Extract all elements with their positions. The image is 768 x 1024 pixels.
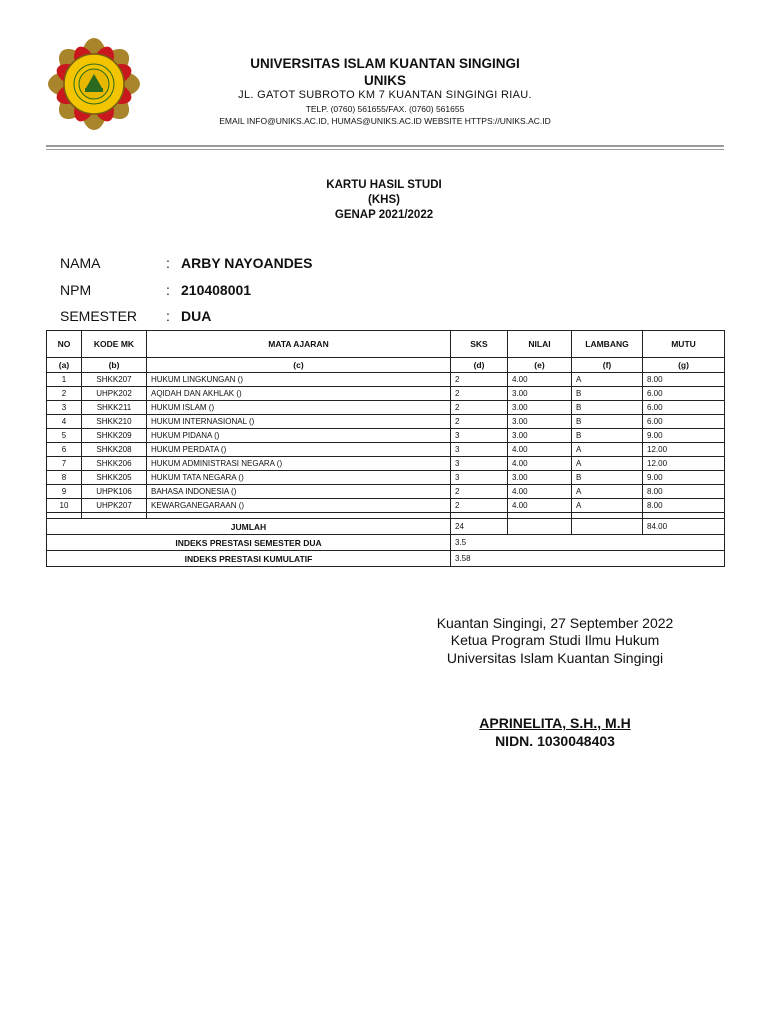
cell-mk: AQIDAH DAN AKHLAK () [147, 387, 451, 401]
header-cell: NO [47, 331, 82, 358]
signatory-nidn: NIDN. 1030048403 [495, 733, 615, 749]
cell-sks: 2 [451, 415, 508, 429]
cell-mk: HUKUM LINGKUNGAN () [147, 373, 451, 387]
cell-no: 3 [47, 401, 82, 415]
cell-sks: 2 [451, 387, 508, 401]
column-letter: (g) [643, 358, 725, 373]
cell-mutu: 8.00 [643, 499, 725, 513]
cell-no: 2 [47, 387, 82, 401]
cell-no: 5 [47, 429, 82, 443]
header-cell: LAMBANG [572, 331, 643, 358]
doc-subtitle: (KHS) [368, 194, 400, 206]
cell-mutu: 8.00 [643, 373, 725, 387]
total-mutu: 84.00 [643, 519, 725, 535]
column-letter: (e) [508, 358, 572, 373]
ips-value: 3.5 [451, 535, 725, 551]
cell-kode: UHPK202 [82, 387, 147, 401]
cell-mutu: 12.00 [643, 443, 725, 457]
grades-table [46, 330, 725, 567]
cell-mk: HUKUM PERDATA () [147, 443, 451, 457]
cell-sks: 3 [451, 471, 508, 485]
cell-mutu: 6.00 [643, 401, 725, 415]
cell-lambang: A [572, 457, 643, 471]
cell-sks: 2 [451, 499, 508, 513]
cell-kode: SHKK205 [82, 471, 147, 485]
cell-nilai: 3.00 [508, 415, 572, 429]
ipk-label: INDEKS PRESTASI KUMULATIF [47, 551, 451, 567]
table-row [47, 457, 725, 471]
header-divider [46, 145, 724, 147]
cell-no: 9 [47, 485, 82, 499]
student-semester: DUA [181, 308, 212, 324]
total-row [47, 519, 725, 535]
cell-no: 4 [47, 415, 82, 429]
ipk-value: 3.58 [451, 551, 725, 567]
student-npm: 210408001 [181, 282, 252, 298]
cell-sks: 3 [451, 457, 508, 471]
header-cell: NILAI [508, 331, 572, 358]
column-letter-row [47, 358, 725, 373]
ipk-row [47, 551, 725, 567]
cell-no: 10 [47, 499, 82, 513]
cell-mk: HUKUM TATA NEGARA () [147, 471, 451, 485]
cell-no: 7 [47, 457, 82, 471]
cell-no: 1 [47, 373, 82, 387]
cell-lambang: B [572, 415, 643, 429]
table-row [47, 387, 725, 401]
cell-nilai: 4.00 [508, 373, 572, 387]
sign-institution: Universitas Islam Kuantan Singingi [446, 650, 664, 666]
cell-lambang: A [572, 485, 643, 499]
ips-label: INDEKS PRESTASI SEMESTER DUA [47, 535, 451, 551]
colon: : [166, 308, 170, 324]
university-address: JL. GATOT SUBROTO KM 7 KUANTAN SINGINGI RIAU. [238, 89, 532, 101]
table-row [47, 471, 725, 485]
header-cell: MATA AJARAN [147, 331, 451, 358]
cell-mutu: 9.00 [643, 429, 725, 443]
cell-nilai: 3.00 [508, 387, 572, 401]
cell-kode: SHKK211 [82, 401, 147, 415]
table-row [47, 401, 725, 415]
cell-mk: HUKUM PIDANA () [147, 429, 451, 443]
column-letter: (a) [47, 358, 82, 373]
cell-mutu: 12.00 [643, 457, 725, 471]
university-abbr: UNIKS [363, 73, 406, 88]
cell-mutu: 6.00 [643, 387, 725, 401]
table-row [47, 373, 725, 387]
column-letter: (c) [147, 358, 451, 373]
column-letter: (f) [572, 358, 643, 373]
cell-nilai: 4.00 [508, 457, 572, 471]
cell-nilai: 3.00 [508, 429, 572, 443]
cell-mk: HUKUM INTERNASIONAL () [147, 415, 451, 429]
cell-lambang: A [572, 443, 643, 457]
cell-mk: KEWARGANEGARAAN () [147, 499, 451, 513]
ips-row [47, 535, 725, 551]
header-cell: SKS [451, 331, 508, 358]
cell-nilai: 4.00 [508, 485, 572, 499]
cell-nilai: 4.00 [508, 499, 572, 513]
student-name: ARBY NAYOANDES [181, 255, 313, 271]
cell-kode: SHKK210 [82, 415, 147, 429]
header-cell: KODE MK [82, 331, 147, 358]
cell-kode: SHKK208 [82, 443, 147, 457]
table-row [47, 443, 725, 457]
cell-kode: UHPK207 [82, 499, 147, 513]
doc-period: GENAP 2021/2022 [334, 209, 434, 221]
cell-mk: HUKUM ADMINISTRASI NEGARA () [147, 457, 451, 471]
cell-mutu: 8.00 [643, 485, 725, 499]
cell-sks: 2 [451, 485, 508, 499]
cell-lambang: A [572, 373, 643, 387]
column-letter: (d) [451, 358, 508, 373]
table-row [47, 499, 725, 513]
header-cell: MUTU [643, 331, 725, 358]
cell-mutu: 9.00 [643, 471, 725, 485]
cell-lambang: B [572, 429, 643, 443]
total-label: JUMLAH [47, 519, 451, 535]
colon: : [166, 255, 170, 271]
cell-nilai: 4.00 [508, 443, 572, 457]
university-name: UNIVERSITAS ISLAM KUANTAN SINGINGI [250, 56, 520, 71]
total-sks: 24 [451, 519, 508, 535]
table-row [47, 429, 725, 443]
header-divider-thin [46, 149, 724, 150]
university-email: EMAIL INFO@UNIKS.AC.ID, HUMAS@UNIKS.AC.ID WEBSITE HTTPS://UNIKS.AC.ID [219, 116, 551, 126]
cell-lambang: B [572, 401, 643, 415]
cell-nilai: 3.00 [508, 471, 572, 485]
cell-kode: SHKK206 [82, 457, 147, 471]
cell-lambang: B [572, 471, 643, 485]
cell-mutu: 6.00 [643, 415, 725, 429]
colon: : [166, 282, 170, 298]
university-seal-icon [48, 38, 140, 130]
cell-kode: UHPK106 [82, 485, 147, 499]
cell-kode: SHKK207 [82, 373, 147, 387]
cell-lambang: B [572, 387, 643, 401]
table-row [47, 485, 725, 499]
name-label: NAMA [60, 255, 101, 271]
semester-label: SEMESTER [60, 308, 138, 324]
cell-sks: 2 [451, 401, 508, 415]
cell-nilai: 3.00 [508, 401, 572, 415]
npm-label: NPM [60, 282, 92, 298]
signatory-name: APRINELITA, S.H., M.H [479, 715, 631, 731]
university-phone: TELP. (0760) 561655/FAX. (0760) 561655 [305, 104, 465, 114]
cell-no: 6 [47, 443, 82, 457]
cell-sks: 2 [451, 373, 508, 387]
sign-place-date: Kuantan Singingi, 27 September 2022 [436, 615, 674, 631]
cell-sks: 3 [451, 429, 508, 443]
table-header-row [47, 331, 725, 358]
cell-mk: HUKUM ISLAM () [147, 401, 451, 415]
table-row [47, 415, 725, 429]
doc-title: KARTU HASIL STUDI [326, 179, 442, 191]
sign-position: Ketua Program Studi Ilmu Hukum [450, 632, 660, 648]
cell-mk: BAHASA INDONESIA () [147, 485, 451, 499]
signatory-name-line [380, 715, 730, 731]
cell-lambang: A [572, 499, 643, 513]
cell-sks: 3 [451, 443, 508, 457]
cell-no: 8 [47, 471, 82, 485]
cell-kode: SHKK209 [82, 429, 147, 443]
column-letter: (b) [82, 358, 147, 373]
